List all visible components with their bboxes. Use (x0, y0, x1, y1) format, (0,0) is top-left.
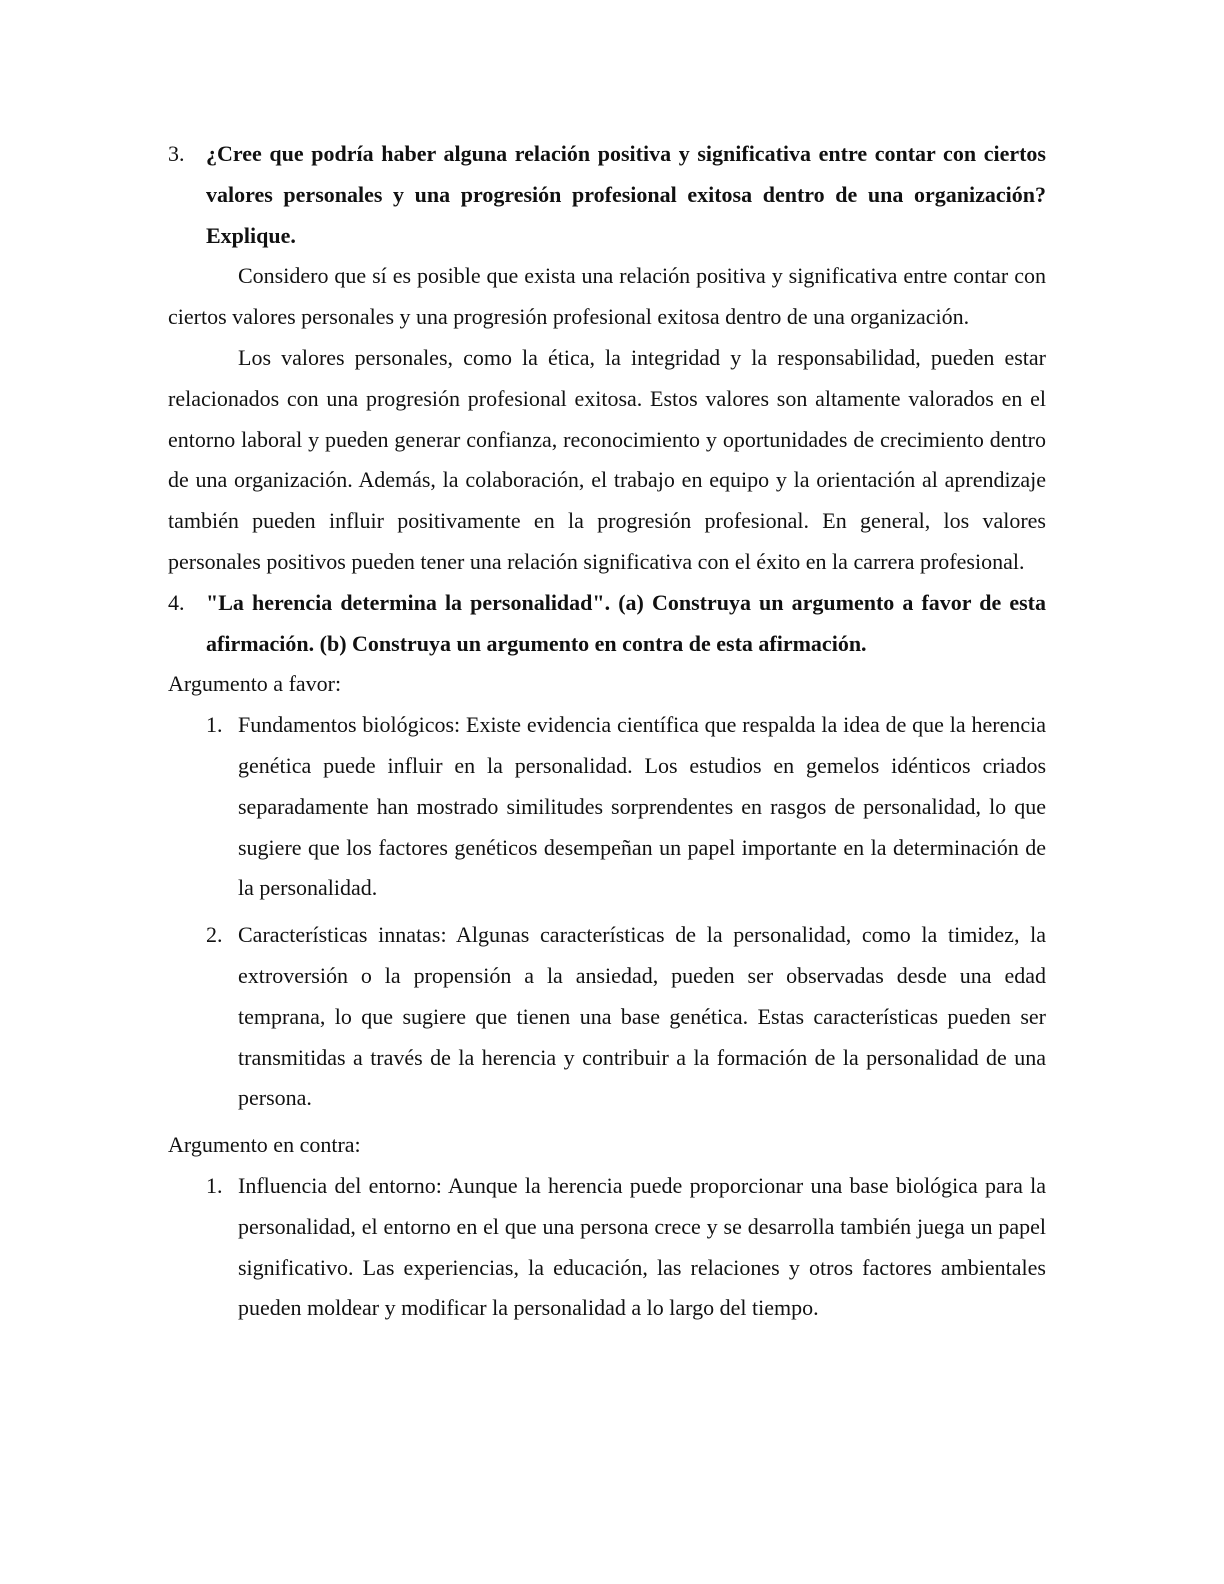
contra-heading: Argumento en contra: (168, 1132, 361, 1158)
q3-answer-paragraph-1: Considero que sí es posible que exista una relación positiva y significativa entre contar con ciertos valores personales y una progresión profesional exitosa dentro de una organización. (168, 263, 1046, 330)
contra-item-1-number: 1. (206, 1172, 223, 1198)
favor-item-1 (168, 705, 1046, 909)
favor-heading: Argumento a favor: (168, 671, 342, 697)
contra-item-1-text: Influencia del entorno: Aunque la herencia puede proporcionar una base biológica para la personalidad, el entorno en el que una persona crece y se desarrolla también juega un papel significativo. Las experiencias, la educación, las relaciones y otros factores ambientales pueden moldear y modificar la personalidad a lo largo del tiempo. (238, 1172, 1046, 1321)
question-3-number: 3. (168, 141, 185, 166)
favor-item-2-number: 2. (206, 922, 223, 948)
q3-answer-paragraph-2: Los valores personales, como la ética, la integridad y la responsabilidad, pueden estar relacionados con una progresión profesional exitosa. Estos valores son altamente valorados en el entorno laboral y pueden generar confianza, reconocimiento y oportunidades de crecimiento dentro de una organización. Además, la colaboración, el trabajo en equipo y la orientación al aprendizaje también pueden influir positivamente en la progresión profesional. En general, los valores personales positivos pueden tener una relación significativa con el éxito en la carrera profesional. (168, 344, 1046, 574)
favor-item-1-number: 1. (206, 712, 223, 738)
question-3 (168, 134, 1046, 256)
contra-item-1 (168, 1166, 1046, 1329)
question-4-number: 4. (168, 589, 185, 615)
question-4 (168, 583, 1046, 665)
favor-item-2 (168, 915, 1046, 1119)
favor-item-2-text: Características innatas: Algunas características de la personalidad, como la timidez, la extroversión o la propensión a la ansiedad, pueden ser observadas desde una edad temprana, lo que sugiere que tienen una base genética. Estas características pueden ser transmitidas a través de la herencia y contribuir a la formación de la personalidad de una persona. (238, 922, 1046, 1111)
document-page (168, 134, 1046, 1335)
question-3-text: ¿Cree que podría haber alguna relación positiva y significativa entre contar con ciertos valores personales y una progresión profesional exitosa dentro de una organización? Explique. (206, 141, 1046, 248)
favor-item-1-text: Fundamentos biológicos: Existe evidencia científica que respalda la idea de que la herencia genética puede influir en la personalidad. Los estudios en gemelos idénticos criados separadamente han mostrado similitudes sorprendentes en rasgos de personalidad, lo que sugiere que los factores genéticos desempeñan un papel importante en la determinación de la personalidad. (238, 712, 1046, 901)
question-4-text: "La herencia determina la personalidad". (a) Construya un argumento a favor de esta afirmación. (b) Construya un argumento en contra de esta afirmación. (206, 589, 1046, 656)
